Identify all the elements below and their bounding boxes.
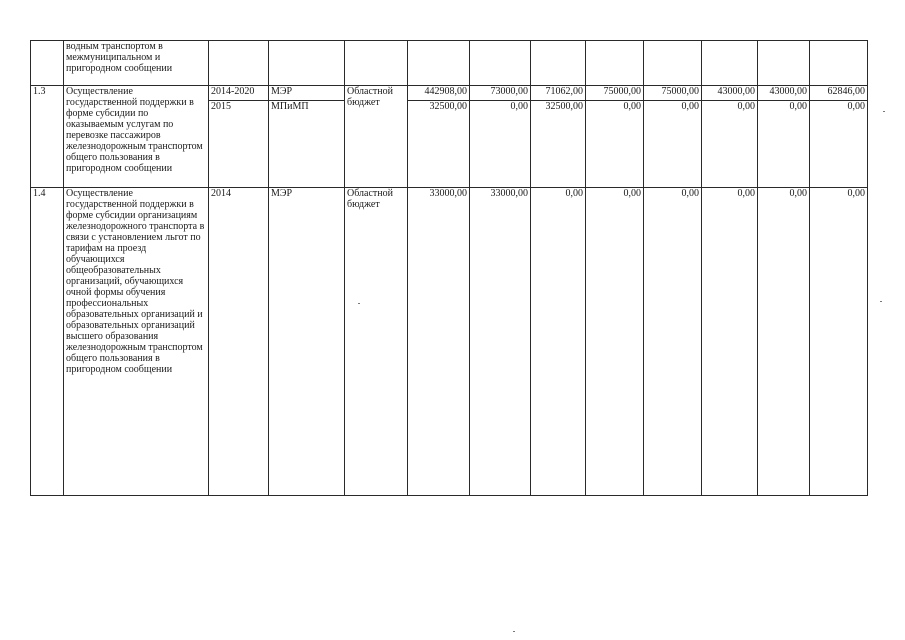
period-cell: 2014-2020 — [209, 86, 269, 101]
description-cell: Осуществление государственной поддержки в форме субсидии организациям железнодорожного транспорта в связи с установлением льгот по тарифам на проезд обучающихся общеобразовательных организаций, обучающихся очной формы обучения профессиональных образовательных организаций и образовательных организаций высшего образования железнодорожным транспортом общего пользования в пригородном сообщении — [64, 188, 209, 496]
value-cell: 0,00 — [531, 188, 586, 496]
value-cell — [586, 41, 644, 86]
value-cell: 0,00 — [702, 101, 758, 188]
value-cell: 0,00 — [586, 188, 644, 496]
value-cell: 0,00 — [702, 188, 758, 496]
value-cell — [470, 41, 531, 86]
scan-speck — [358, 303, 360, 304]
scan-speck — [883, 111, 885, 112]
value-cell: 33000,00 — [470, 188, 531, 496]
value-cell: 43000,00 — [702, 86, 758, 101]
executor-cell: МЭР — [269, 86, 345, 101]
value-cell: 75000,00 — [644, 86, 702, 101]
index-cell: 1.3 — [31, 86, 64, 188]
value-cell: 0,00 — [810, 101, 868, 188]
value-cell — [810, 41, 868, 86]
source-cell: Областной бюджет — [345, 188, 408, 496]
value-cell: 75000,00 — [586, 86, 644, 101]
value-cell: 43000,00 — [758, 86, 810, 101]
table-row — [31, 41, 868, 86]
source-cell — [345, 41, 408, 86]
index-cell: 1.4 — [31, 188, 64, 496]
table-row — [31, 188, 868, 496]
value-cell: 32500,00 — [531, 101, 586, 188]
value-cell: 33000,00 — [408, 188, 470, 496]
value-cell: 62846,00 — [810, 86, 868, 101]
table-row — [31, 86, 868, 101]
scan-speck — [880, 301, 882, 302]
value-cell: 71062,00 — [531, 86, 586, 101]
value-cell: 32500,00 — [408, 101, 470, 188]
index-cell — [31, 41, 64, 86]
value-cell — [758, 41, 810, 86]
executor-cell: МЭР — [269, 188, 345, 496]
value-cell: 0,00 — [810, 188, 868, 496]
description-cell: водным транспортом в межмуниципальном и пригородном сообщении — [64, 41, 209, 86]
value-cell: 73000,00 — [470, 86, 531, 101]
value-cell: 0,00 — [644, 101, 702, 188]
value-cell: 0,00 — [758, 101, 810, 188]
value-cell: 0,00 — [586, 101, 644, 188]
value-cell — [531, 41, 586, 86]
scan-speck — [513, 631, 515, 632]
value-cell — [408, 41, 470, 86]
value-cell — [702, 41, 758, 86]
budget-table — [30, 40, 868, 496]
period-cell: 2014 — [209, 188, 269, 496]
value-cell — [644, 41, 702, 86]
executor-cell: МПиМП — [269, 101, 345, 188]
description-cell: Осуществление государственной поддержки в форме субсидии по оказываемым услугам по перевозке пассажиров железнодорожным транспортом общего пользования в пригородном сообщении — [64, 86, 209, 188]
period-cell: 2015 — [209, 101, 269, 188]
value-cell: 442908,00 — [408, 86, 470, 101]
value-cell: 0,00 — [758, 188, 810, 496]
value-cell: 0,00 — [644, 188, 702, 496]
source-cell: Областной бюджет — [345, 86, 408, 188]
value-cell: 0,00 — [470, 101, 531, 188]
executor-cell — [269, 41, 345, 86]
period-cell — [209, 41, 269, 86]
